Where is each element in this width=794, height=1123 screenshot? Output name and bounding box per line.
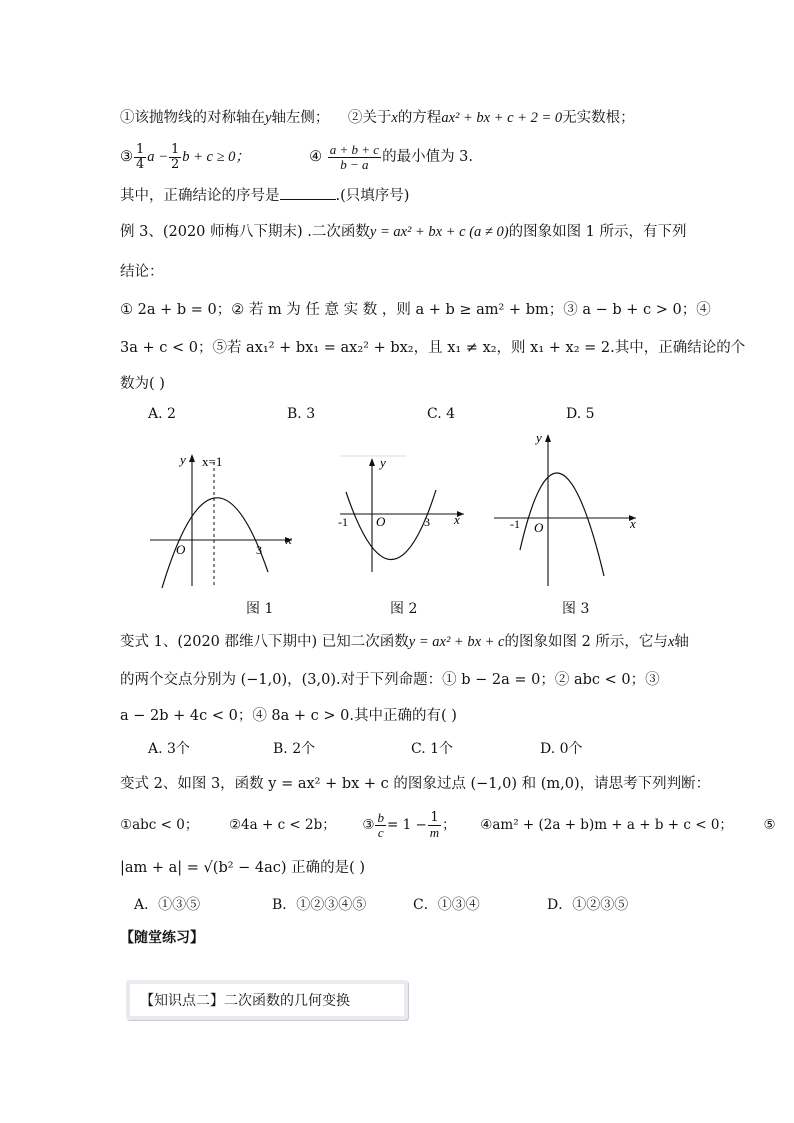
- figure-2: [336, 452, 472, 578]
- expr: a −: [147, 149, 168, 165]
- caption-fig3: 图 3: [562, 601, 590, 617]
- parabola: [520, 473, 604, 576]
- figure-1: [146, 446, 306, 592]
- judgement-1: ①abc < 0；: [120, 817, 199, 833]
- ex3-line4: 3a + c < 0；⑤若 ax₁² + bx₁ = ax₂² + bx₂，且 x₁ ≠ x₂，则 x₁ + x₂ = 2.其中，正确结论的个: [120, 340, 746, 356]
- fraction-b-c: [375, 811, 386, 840]
- label-origin: O: [534, 520, 544, 535]
- ex3-option-a[interactable]: A. 2: [148, 406, 176, 422]
- knowledge-point-title: 【知识点二】二次函数的几何变换: [130, 984, 404, 1016]
- figure-3: [490, 428, 646, 588]
- question-prompt: [120, 186, 409, 206]
- equation: ax² + bx + c + 2 = 0: [441, 110, 563, 126]
- text: 轴左侧；: [271, 110, 330, 126]
- judgement-2: ②4a + c < 2b；: [228, 817, 336, 833]
- expr: = 1 −: [386, 817, 427, 833]
- numerator: 1: [428, 811, 441, 826]
- var2-option-d[interactable]: D．①②③⑤: [547, 897, 629, 913]
- text: 无实数根；: [562, 110, 635, 126]
- statement-1-2: [120, 108, 635, 128]
- knowledge-point-box: [126, 980, 408, 1020]
- text: ；: [442, 817, 456, 833]
- var2-line1: 变式 2、如图 3，函数 y = ax² + bx + c 的图象过点 (−1,0) 和 (m,0)，请思考下列判断：: [120, 776, 711, 792]
- ex3-line3: ① 2a + b = 0；② 若 m 为 任 意 实 数 ，则 a + b ≥ am² + bm；③ a − b + c > 0；④: [120, 302, 711, 318]
- numerator: 1: [170, 141, 180, 157]
- label-origin: O: [176, 542, 186, 557]
- label-y: y: [380, 455, 386, 470]
- numerator: a + b + c: [329, 141, 380, 157]
- text: 轴: [674, 634, 689, 650]
- var1-option-d[interactable]: D. 0个: [540, 741, 583, 757]
- var1-option-a[interactable]: A. 3个: [148, 741, 190, 757]
- var1-option-b[interactable]: B. 2个: [273, 741, 316, 757]
- ex3-option-c[interactable]: C. 4: [427, 406, 456, 422]
- var1-option-c[interactable]: C. 1个: [411, 741, 454, 757]
- text: 的方程: [397, 110, 442, 126]
- y-arrow-icon: [545, 434, 551, 442]
- function: y = ax² + bx + c (a ≠ 0): [369, 224, 509, 240]
- text: 变式 1、(2020 郡维八下期中) 已知二次函数: [120, 634, 409, 650]
- label-neg-1: -1: [338, 515, 348, 529]
- label-origin: O: [376, 514, 386, 529]
- ex3-option-d[interactable]: D. 5: [566, 406, 595, 422]
- fraction-1-4: [134, 143, 146, 172]
- circle-5: ⑤: [763, 817, 776, 833]
- var-x: x: [667, 634, 675, 650]
- denominator: 2: [170, 156, 180, 172]
- var1-line2: 的两个交点分别为 (−1,0)，(3,0).对于下列命题：① b − 2a = 0；② abc < 0；③: [120, 672, 660, 688]
- denominator: c: [377, 825, 384, 840]
- var2-judgements: [120, 810, 776, 840]
- label-y: y: [180, 452, 186, 467]
- ex3-line1: [120, 222, 687, 242]
- caption-fig1: 图 1: [246, 601, 274, 617]
- text: .(只填序号): [335, 188, 410, 204]
- text: 的图象如图 2 所示，它与: [504, 634, 668, 650]
- text: 的图象如图 1 所示，有下列: [508, 224, 687, 240]
- text: ②关于: [347, 110, 392, 126]
- y-arrow-icon: [369, 458, 375, 466]
- circle-4: ④: [309, 149, 323, 165]
- label-y: y: [536, 430, 542, 445]
- denominator: b − a: [340, 156, 369, 172]
- ex3-option-b[interactable]: B. 3: [287, 406, 316, 422]
- fraction-abc-ba: [328, 143, 381, 172]
- var2-option-c[interactable]: C．①③④: [413, 897, 480, 913]
- text: 的最小值为 3.: [382, 149, 474, 165]
- label-root-3: 3: [424, 515, 430, 529]
- label-x: x: [286, 532, 292, 547]
- numerator: 1: [136, 141, 145, 157]
- circle-3: ③: [362, 817, 375, 833]
- ex3-line2: 结论：: [120, 264, 164, 280]
- var2-option-b[interactable]: B．①②③④⑤: [272, 897, 367, 913]
- answer-blank[interactable]: [280, 187, 336, 200]
- text: ①该抛物线的对称轴在: [120, 110, 265, 126]
- text: 例 3、(2020 师梅八下期末) .二次函数: [120, 224, 370, 240]
- circle-3: ③: [120, 149, 133, 165]
- var-x: x: [391, 110, 398, 126]
- label-root-3: 3: [256, 543, 262, 557]
- statement-3-4: [120, 142, 473, 172]
- label-x: x: [630, 516, 636, 531]
- label-neg-1: -1: [510, 517, 520, 531]
- ex3-line5: 数为( ): [120, 376, 165, 392]
- denominator: 4: [136, 156, 145, 172]
- caption-fig2: 图 2: [390, 601, 418, 617]
- fraction-1-2: [169, 143, 181, 172]
- label-x: x: [454, 512, 460, 527]
- var2-option-a[interactable]: A．①③⑤: [134, 897, 201, 913]
- var1-line3: a − 2b + 4c < 0；④ 8a + c > 0.其中正确的有( ): [120, 708, 457, 724]
- judgement-4: ④am² + (2a + b)m + a + b + c < 0；: [480, 817, 733, 833]
- parabola: [346, 490, 436, 560]
- function: y = ax² + bx + c: [408, 634, 505, 650]
- practice-heading: 【随堂练习】: [120, 930, 204, 946]
- expr: b + c ≥ 0；: [182, 149, 250, 165]
- text: 其中，正确结论的序号是: [120, 188, 280, 204]
- var-y: y: [265, 110, 272, 126]
- var1-line1: [120, 632, 689, 652]
- label-symmetry: x=1: [202, 454, 223, 469]
- denominator: m: [429, 825, 440, 840]
- var2-line3: |am + a| = √(b² − 4ac) 正确的是( ): [120, 860, 366, 876]
- numerator: b: [377, 810, 384, 825]
- fraction-1-m: [428, 811, 441, 840]
- y-arrow-icon: [189, 454, 195, 462]
